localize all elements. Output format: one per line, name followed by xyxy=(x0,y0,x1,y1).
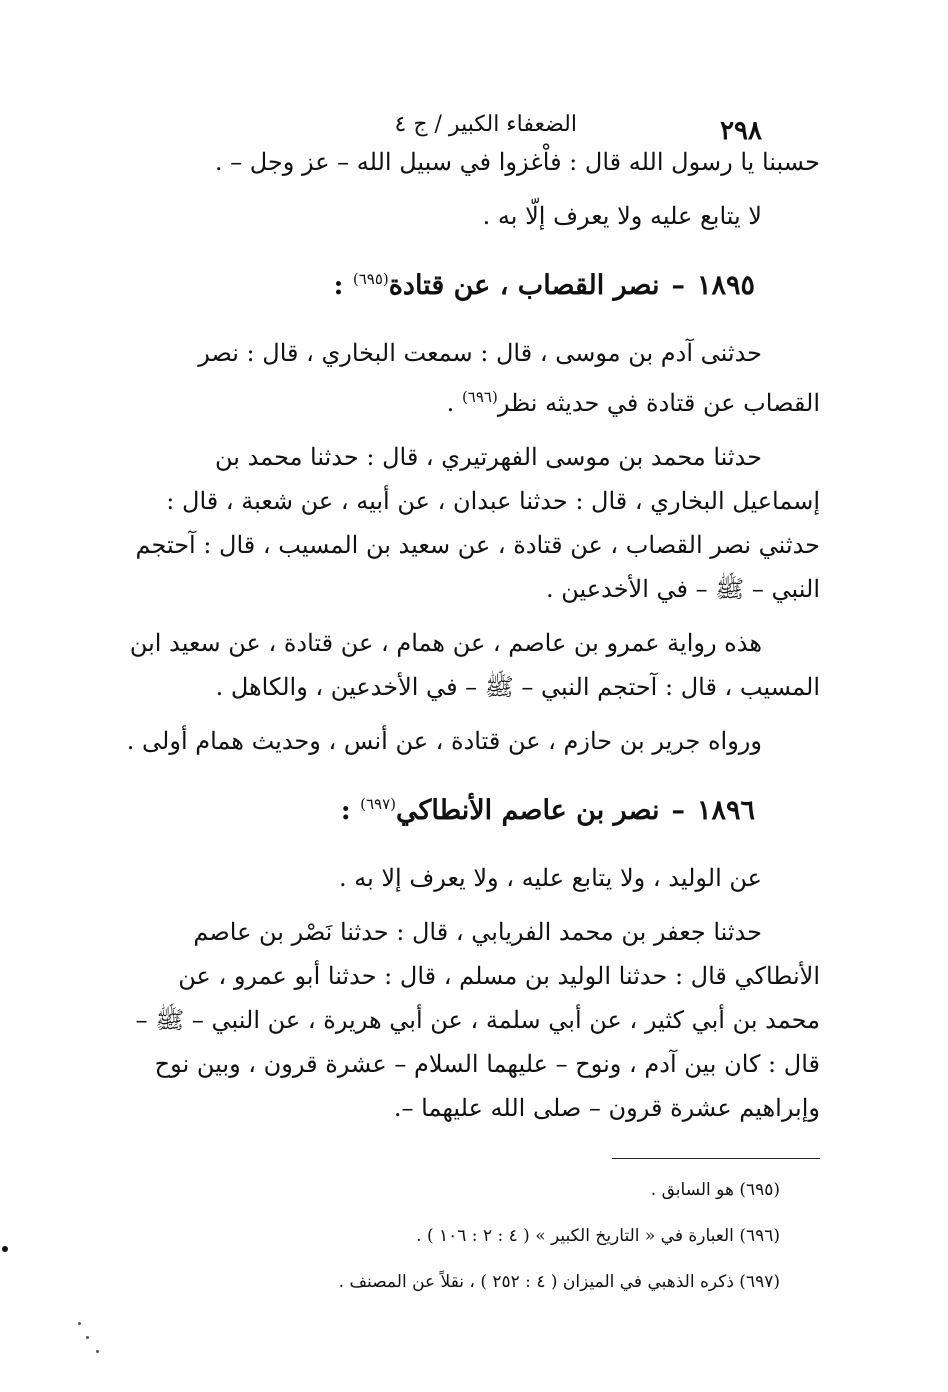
footnote-ref: (٦٩٧) xyxy=(360,795,396,813)
entry-number: ١٨٩٦ xyxy=(696,795,755,826)
entry-heading-1896 xyxy=(120,781,755,834)
scan-speck xyxy=(96,1350,99,1353)
scan-mark xyxy=(2,1246,8,1252)
footnote-ref: (٦٩٥) xyxy=(352,270,389,288)
running-title: الضعفاء الكبير / ج ٤ xyxy=(394,112,577,137)
paragraph-narration xyxy=(120,331,820,425)
footnote-695: (٦٩٥) هو السابق . xyxy=(650,1180,780,1200)
entry-heading-1895 xyxy=(120,256,755,309)
paragraph-walid: عن الوليد ، ولا يتابع عليه ، ولا يعرف إلا به . xyxy=(338,864,762,892)
main-text xyxy=(120,140,820,1140)
scan-speck xyxy=(86,1336,89,1339)
entry-title: نصر القصاب ، عن قتادة xyxy=(388,270,660,301)
page-number: ٢٩٨ xyxy=(720,116,762,146)
scan-speck xyxy=(78,1322,81,1325)
footnote-697: (٦٩٧) ذكره الذهبي في الميزان ( ٤ : ٢٥٢ ) ، نقلاً عن المصنف . xyxy=(338,1272,780,1292)
paragraph-judgement: لا يتابع عليه ولا يعرف إلّا به . xyxy=(482,202,762,230)
entry-colon: : xyxy=(340,795,351,826)
footnotes xyxy=(180,1178,780,1316)
footnote-ref: (٦٩٦) xyxy=(461,388,498,406)
footnote-696: (٦٩٦) العبارة في « التاريخ الكبير » ( ٤ : ٢ : ١٠٦ ) . xyxy=(416,1226,780,1246)
paragraph-continuation: حسبنا يا رسول الله قال : فاْغزوا في سبيل الله – عز وجل – . xyxy=(214,148,820,176)
entry-dash: – xyxy=(671,795,685,826)
paragraph-isnad: حدثنا محمد بن موسى الفهرتيري ، قال : حدثنا محمد بن إسماعيل البخاري ، قال : حدثنا عبدان ، عن أبيه ، عن شعبة ، قال : حدثني نصر القصاب ، عن قتادة ، عن سعيد بن المسيب ، قال : آحتجم النبي – ﷺ – في الأخدعين . xyxy=(135,443,820,603)
entry-dash: – xyxy=(671,270,685,301)
entry-colon: : xyxy=(333,270,344,301)
entry-number: ١٨٩٥ xyxy=(696,270,755,301)
footnote-separator xyxy=(612,1158,820,1159)
paragraph-end: . xyxy=(446,389,462,417)
paragraph-riwaya: هذه رواية عمرو بن عاصم ، عن همام ، عن قتادة ، عن سعيد ابن المسيب ، قال : آحتجم النبي – ﷺ – في الأخدعين ، والكاهل . xyxy=(129,629,820,701)
paragraph-text: حدثنى آدم بن موسى ، قال : سمعت البخاري ، قال : نصر القصاب عن قتادة في حديثه نظر xyxy=(198,339,820,417)
entry-title: نصر بن عاصم الأنطاكي xyxy=(396,795,660,826)
paragraph-rawahu: ورواه جرير بن حازم ، عن قتادة ، عن أنس ، وحديث همام أولى . xyxy=(126,727,762,755)
paragraph-hadith: حدثنا جعفر بن محمد الفريابي ، قال : حدثنا نَصْر بن عاصم الأنطاكي قال : حدثنا الوليد بن مسلم ، قال : حدثنا أبو عمرو ، عن محمد بن أبي كثير ، عن أبي سلمة ، عن أبي هريرة ، عن النبي – ﷺ – قال : كان بين آدم ، ونوح – عليهما السلام – عشرة قرون ، وبين نوح وإبراهيم عشرة قرون – صلى الله عليهما –. xyxy=(135,918,820,1122)
